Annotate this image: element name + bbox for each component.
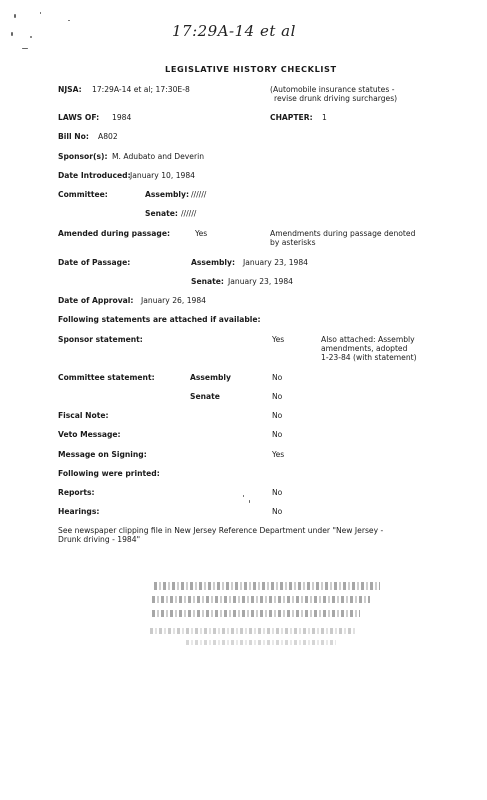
committee-assembly-label: Assembly: (145, 190, 190, 199)
sponsor-statement-note-line2: amendments, adopted (321, 344, 408, 353)
fiscal-note-value: No (272, 411, 283, 420)
sponsor-statement-note-line1: Also attached: Assembly (321, 335, 415, 344)
amended-note-line1: Amendments during passage denoted (270, 229, 416, 238)
amended-value: Yes (195, 229, 208, 238)
sponsors-value: M. Adubato and Deverin (112, 152, 205, 161)
date-of-approval-label: Date of Approval: (58, 296, 134, 305)
scan-speck (22, 48, 28, 49)
amended-label: Amended during passage: (58, 229, 171, 238)
stamp-line (152, 596, 370, 603)
stamp-line (186, 640, 336, 645)
njsa-description-line1: (Automobile insurance statutes - (270, 85, 395, 94)
bill-no-label: Bill No: (58, 132, 89, 141)
reports-value: No (272, 488, 283, 497)
sponsor-statement-label: Sponsor statement: (58, 335, 143, 344)
passage-assembly-label: Assembly: (191, 258, 236, 267)
chapter-value: 1 (322, 113, 327, 122)
newspaper-note-line1: See newspaper clipping file in New Jersey Reference Department under "New Jersey - (58, 526, 384, 535)
printed-heading: Following were printed: (58, 469, 160, 478)
bill-no-value: A802 (98, 132, 118, 141)
stamp-line (154, 582, 380, 590)
scan-speck (30, 36, 32, 38)
committee-senate-value: ////// (181, 209, 197, 218)
date-of-approval-value: January 26, 1984 (141, 296, 207, 305)
njsa-description-line2: revise drunk driving surcharges) (274, 94, 398, 103)
committee-statement-senate-label: Senate (190, 392, 220, 401)
committee-statement-label: Committee statement: (58, 373, 155, 382)
hearings-value: No (272, 507, 283, 516)
committee-statement-senate-value: No (272, 392, 283, 401)
laws-of-label: LAWS OF: (58, 113, 100, 122)
date-introduced-value: January 10, 1984 (130, 171, 196, 180)
committee-statement-assembly-label: Assembly (190, 373, 231, 382)
scan-speck (243, 495, 244, 497)
passage-senate-value: January 23, 1984 (228, 277, 294, 286)
veto-message-label: Veto Message: (58, 430, 121, 439)
laws-of-value: 1984 (112, 113, 132, 122)
scan-speck (249, 500, 250, 503)
scan-speck (14, 14, 16, 18)
njsa-label: NJSA: (58, 85, 82, 94)
hearings-label: Hearings: (58, 507, 100, 516)
amended-note-line2: by asterisks (270, 238, 316, 247)
passage-assembly-value: January 23, 1984 (243, 258, 309, 267)
passage-senate-label: Senate: (191, 277, 224, 286)
scan-speck (11, 32, 13, 36)
committee-senate-label: Senate: (145, 209, 178, 218)
date-introduced-label: Date Introduced: (58, 171, 131, 180)
message-on-signing-label: Message on Signing: (58, 450, 147, 459)
scan-speck (68, 20, 70, 21)
sponsors-label: Sponsor(s): (58, 152, 108, 161)
committee-assembly-value: ////// (191, 190, 207, 199)
fiscal-note-label: Fiscal Note: (58, 411, 109, 420)
committee-statement-assembly-value: No (272, 373, 283, 382)
stamp-line (150, 628, 356, 634)
message-on-signing-value: Yes (272, 450, 285, 459)
attached-statements-heading: Following statements are attached if available: (58, 315, 261, 324)
date-of-passage-label: Date of Passage: (58, 258, 131, 267)
faded-library-stamp (146, 578, 386, 662)
reports-label: Reports: (58, 488, 95, 497)
stamp-line (152, 610, 360, 617)
sponsor-statement-note-line3: 1-23-84 (with statement) (321, 353, 417, 362)
scan-speck (40, 12, 41, 14)
njsa-value: 17:29A-14 et al; 17:30E-8 (92, 85, 190, 94)
handwritten-reference: 17:29A-14 et al (172, 22, 296, 40)
newspaper-note-line2: Drunk driving - 1984" (58, 535, 141, 544)
chapter-label: CHAPTER: (270, 113, 313, 122)
committee-label: Committee: (58, 190, 108, 199)
document-title: LEGISLATIVE HISTORY CHECKLIST (165, 64, 337, 74)
sponsor-statement-value: Yes (272, 335, 285, 344)
veto-message-value: No (272, 430, 283, 439)
